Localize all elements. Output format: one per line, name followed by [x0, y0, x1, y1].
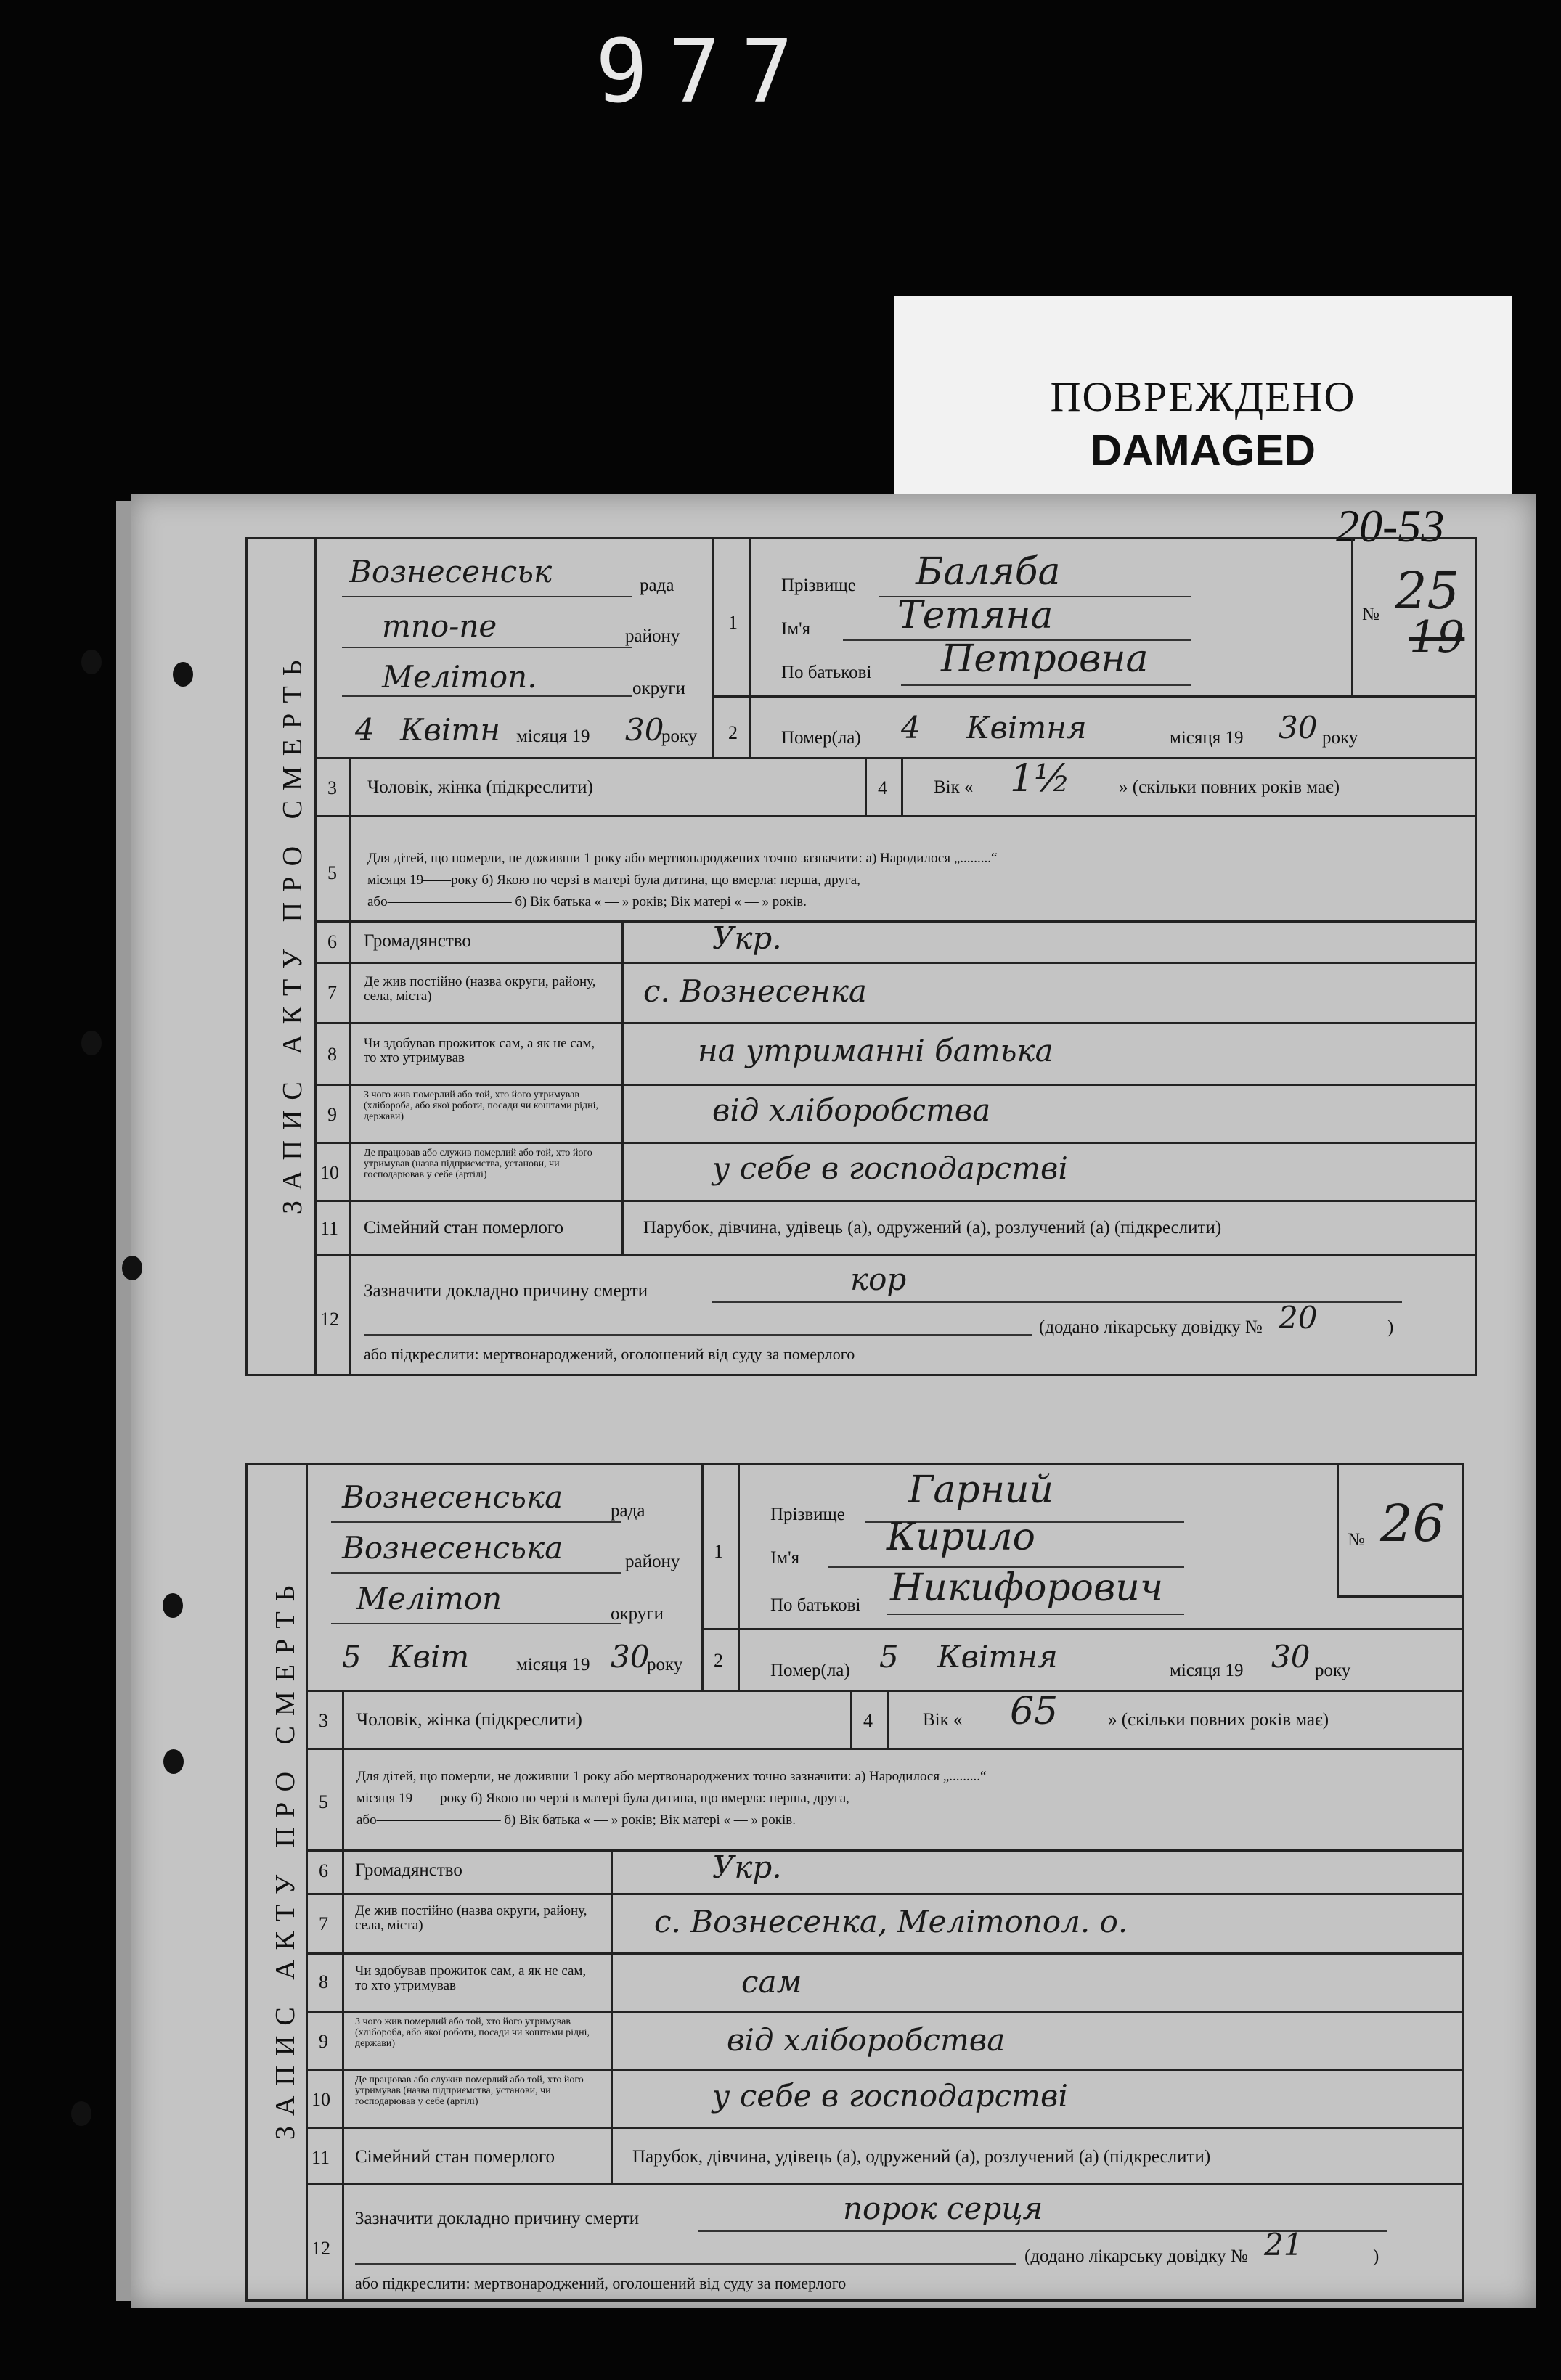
age-suffix: » (скільки повних років має) [1119, 777, 1340, 797]
livelihood-label: Чи здобував прожиток сам, а як не сам, то хто утримував [355, 1963, 587, 1993]
cert-number: 21 [1264, 2227, 1303, 2262]
punch-hole [122, 1256, 142, 1280]
livelihood-label: Чи здобував прожиток сам, а як не сам, то хто утримував [364, 1036, 595, 1066]
district-value: тпо-ne [382, 608, 497, 644]
children-line-2: місяця 19——року б) Якою по черзі в матері була дитина, що вмерла: перша, друга, [367, 872, 860, 888]
punch-hole [81, 650, 102, 674]
raion-label: району [625, 626, 680, 646]
punch-hole [81, 1031, 102, 1055]
death-year: 30 [1279, 710, 1318, 745]
patronymic-value: Петровна [941, 637, 1149, 681]
death-record-1: ЗАПИС АКТУ ПРО СМЕРТЬ Вознесенськ рада тпо-ne району Мелітоп. округи 4 Квітн місяця 19 30 року 1 2 Прізвище Баляба Ім'я Тетяна По батькові Петровна № 25 19 Помер(ла) 4 Квітня місяця 19 30 року 3 Чоловік, жінка (підкреслити) 4 Вік « 1½ » (скільки повних років має) 5 Для дітей, що померли, не доживши 1 року або мертвонароджених точно зазначити: а) Народилося „.........“ місяця 19——року б) Якою по черзі в матері була дитина, що вмерла: перша, друга, або————————— б) Вік батька « — » років; Вік матері « — » років. 6 Громадянство Укр. 7 Де жив постійно (назва округи, району, села, міста) с. Вознесенка 8 Чи здобував прожиток сам, а як не сам, то хто утримував на утриманні батька 9 З чого жив померлий або той, хто його утримував (хлібороба, або якої роботи, посади чи коштами рідні, держави) від хліборобства 10 Де працював або служив померлий або той, хто його утримував (назва підприємства, установи, чи господарював у себе (артілі) у себе в господарстві 11 Сімейний стан померлого Парубок, дівчина, удівець (а), одружений (а), розлучений (а) (підкреслити) 12 Зазначити докладно причину смерти кор (додано лікарську довідку № 20 ) або підкреслити: мертвонароджений, оголошений від суду за померлого [245, 537, 1477, 1376]
children-line-3: або————————— б) Вік батька « — » років; Вік матері « — » років. [367, 894, 807, 909]
surname-value: Гарний [908, 1468, 1053, 1512]
source-value: від хліборобства [727, 2022, 1006, 2058]
reg-month-label: місяця 19 [516, 727, 590, 746]
death-month: Квітня [966, 710, 1087, 745]
workplace-label: Де працював або служив померлий або той, хто його утримував (назва підприємства, установи, чи господарював у себе (артілі) [355, 2074, 584, 2107]
damaged-stamp-ru: ПОВРЕЖДЕНО [1050, 373, 1356, 420]
death-month-label: місяця 19 [1170, 728, 1244, 748]
okrug-label: округи [611, 1604, 664, 1624]
patronymic-label: По батькові [781, 663, 872, 682]
punch-hole [163, 1593, 183, 1618]
children-line-2: місяця 19——року б) Якою по черзі в матері була дитина, що вмерла: перша, друга, [356, 1791, 849, 1806]
death-roku-label: року [1315, 1661, 1351, 1680]
page-number: 977 [595, 22, 814, 123]
death-roku-label: року [1322, 728, 1358, 748]
citizenship-label: Громадянство [355, 1860, 462, 1880]
rada-label: рада [611, 1501, 645, 1521]
children-line-1: Для дітей, що померли, не доживши 1 року або мертвонароджених точно зазначити: а) Народилося „.........“ [356, 1769, 987, 1784]
workplace-value: у себе в господарстві [712, 1150, 1068, 1186]
cause-value: кор [850, 1261, 907, 1297]
sex-label: Чоловік, жінка (підкреслити) [367, 777, 593, 797]
surname-value: Баляба [916, 550, 1061, 594]
damaged-stamp [894, 296, 1512, 503]
side-title: ЗАПИС АКТУ ПРО СМЕРТЬ [277, 650, 308, 1214]
stillborn-label: або підкреслити: мертвонароджений, оголошений від суду за померлого [355, 2274, 847, 2292]
surname-label: Прізвище [781, 576, 856, 595]
children-line-3: або————————— б) Вік батька « — » років; Вік матері « — » років. [356, 1812, 796, 1828]
record-number: 25 [1395, 561, 1460, 621]
marital-label: Сімейний стан померлого [355, 2147, 555, 2167]
age-suffix: » (скільки повних років має) [1108, 1710, 1329, 1730]
marital-options: Парубок, дівчина, удівець (а), одружений (а), розлучений (а) (підкреслити) [632, 2147, 1211, 2167]
age-label: Вік « [934, 777, 974, 797]
source-label: З чого жив померлий або той, хто його утримував (хлібороба, або якої роботи, посади чи коштами рідні, держави) [355, 2016, 590, 2049]
source-label: З чого жив померлий або той, хто його утримував (хлібороба, або якої роботи, посади чи коштами рідні, держави) [364, 1089, 599, 1122]
council-value: Вознесенськ [349, 554, 553, 589]
record-no-label: № [1362, 605, 1379, 624]
cause-value: порок серця [843, 2191, 1043, 2226]
reg-roku-label: року [647, 1655, 683, 1674]
district-value: Вознесенська [342, 1530, 563, 1566]
workplace-label: Де працював або служив померлий або той, хто його утримував (назва підприємства, установи, чи господарював у себе (артілі) [364, 1148, 592, 1180]
patronymic-label: По батькові [770, 1595, 861, 1615]
residence-label: Де жив постійно (назва округи, району, села, міста) [364, 974, 596, 1004]
livelihood-value: сам [741, 1964, 802, 2000]
citizenship-value: Укр. [712, 1849, 782, 1885]
marital-label: Сімейний стан померлого [364, 1218, 563, 1238]
damaged-stamp-en: DAMAGED [1091, 426, 1316, 475]
age-label: Вік « [923, 1710, 963, 1730]
council-value: Вознесенська [342, 1479, 563, 1515]
citizenship-value: Укр. [712, 920, 782, 956]
reg-day: 5 [342, 1639, 362, 1674]
side-title: ЗАПИС АКТУ ПРО СМЕРТЬ [270, 1575, 301, 2140]
okrug-value: Мелітоп. [382, 659, 537, 695]
stillborn-label: або підкреслити: мертвонароджений, оголошений від суду за померлого [364, 1345, 855, 1363]
name-label: Ім'я [770, 1548, 800, 1568]
name-value: Тетяна [897, 594, 1053, 637]
raion-label: району [625, 1552, 680, 1571]
cause-label: Зазначити докладно причину смерти [355, 2209, 640, 2228]
record-no-label: № [1348, 1530, 1365, 1550]
death-year: 30 [1271, 1639, 1311, 1674]
reg-year: 30 [611, 1639, 650, 1674]
reg-month: Квітн [400, 712, 500, 748]
punch-hole [173, 662, 193, 687]
sex-label: Чоловік, жінка (підкреслити) [356, 1710, 582, 1730]
reg-year: 30 [625, 712, 664, 748]
name-value: Кирило [887, 1516, 1035, 1559]
surname-label: Прізвище [770, 1505, 845, 1524]
residence-value: с. Вознесенка, Мелітопол. о. [654, 1904, 1128, 1939]
reg-roku-label: року [661, 727, 698, 746]
cause-label: Зазначити докладно причину смерти [364, 1281, 648, 1301]
reg-day: 4 [355, 712, 375, 748]
okrug-value: Мелітоп [356, 1581, 502, 1616]
patronymic-value: Никифорович [890, 1566, 1164, 1610]
workplace-value: у себе в господарстві [712, 2078, 1068, 2114]
residence-value: с. Вознесенка [643, 973, 867, 1009]
marital-options: Парубок, дівчина, удівець (а), одружений (а), розлучений (а) (підкреслити) [643, 1218, 1222, 1238]
citizenship-label: Громадянство [364, 931, 471, 951]
age-value: 1½ [1010, 757, 1071, 801]
source-value: від хліборобства [712, 1092, 991, 1128]
punch-hole [71, 2101, 91, 2126]
cert-label: (додано лікарську довідку № [1024, 2246, 1248, 2266]
reg-month-label: місяця 19 [516, 1655, 590, 1674]
death-record-2: ЗАПИС АКТУ ПРО СМЕРТЬ Вознесенська рада Вознесенська району Мелітоп округи 5 Квіт місяця 19 30 року 1 2 Прізвище Гарний Ім'я Кирило По батькові Никифорович № 26 Помер(ла) 5 Квітня місяця 19 30 року 3 Чоловік, жінка (підкреслити) 4 Вік « 65 » (скільки повних років має) 5 Для дітей, що померли, не доживши 1 року або мертвонароджених точно зазначити: а) Народилося „.........“ місяця 19——року б) Якою по черзі в матері була дитина, що вмерла: перша, друга, або————————— б) Вік батька « — » років; Вік матері « — » років. 6 Громадянство Укр. 7 Де жив постійно (назва округи, району, села, міста) с. Вознесенка, Мелітопол. о. 8 Чи здобував прожиток сам, а як не сам, то хто утримував сам 9 З чого жив померлий або той, хто його утримував (хлібороба, або якої роботи, посади чи коштами рідні, держави) від хліборобства 10 Де працював або служив померлий або той, хто його утримував (назва підприємства, установи, чи господарював у себе (артілі) у себе в господарстві 11 Сімейний стан померлого Парубок, дівчина, удівець (а), одружений (а), розлучений (а) (підкреслити) 12 Зазначити докладно причину смерти порок серця (додано лікарську довідку № 21 ) або підкреслити: мертвонароджений, оголошений від суду за померлого [245, 1463, 1464, 2302]
record-number-old: 19 [1409, 612, 1465, 663]
death-month-label: місяця 19 [1170, 1661, 1244, 1680]
children-line-1: Для дітей, що померли, не доживши 1 року або мертвонароджених точно зазначити: а) Народилося „.........“ [367, 851, 998, 866]
okrug-label: округи [632, 679, 685, 698]
record-number: 26 [1380, 1494, 1446, 1553]
name-label: Ім'я [781, 619, 811, 639]
reg-month: Квіт [389, 1639, 470, 1674]
residence-label: Де жив постійно (назва округи, району, села, міста) [355, 1903, 587, 1933]
corner-annotation: 20-53 [1336, 500, 1445, 552]
punch-hole [163, 1749, 184, 1774]
livelihood-value: на утриманні батька [698, 1033, 1053, 1068]
death-day: 5 [879, 1639, 899, 1674]
rada-label: рада [640, 576, 674, 595]
cert-number: 20 [1279, 1300, 1318, 1336]
age-value: 65 [1010, 1690, 1059, 1733]
death-month: Квітня [937, 1639, 1058, 1674]
cert-label: (додано лікарську довідку № [1039, 1317, 1263, 1337]
died-label: Помер(ла) [781, 728, 861, 748]
death-day: 4 [901, 710, 921, 745]
died-label: Помер(ла) [770, 1661, 850, 1680]
